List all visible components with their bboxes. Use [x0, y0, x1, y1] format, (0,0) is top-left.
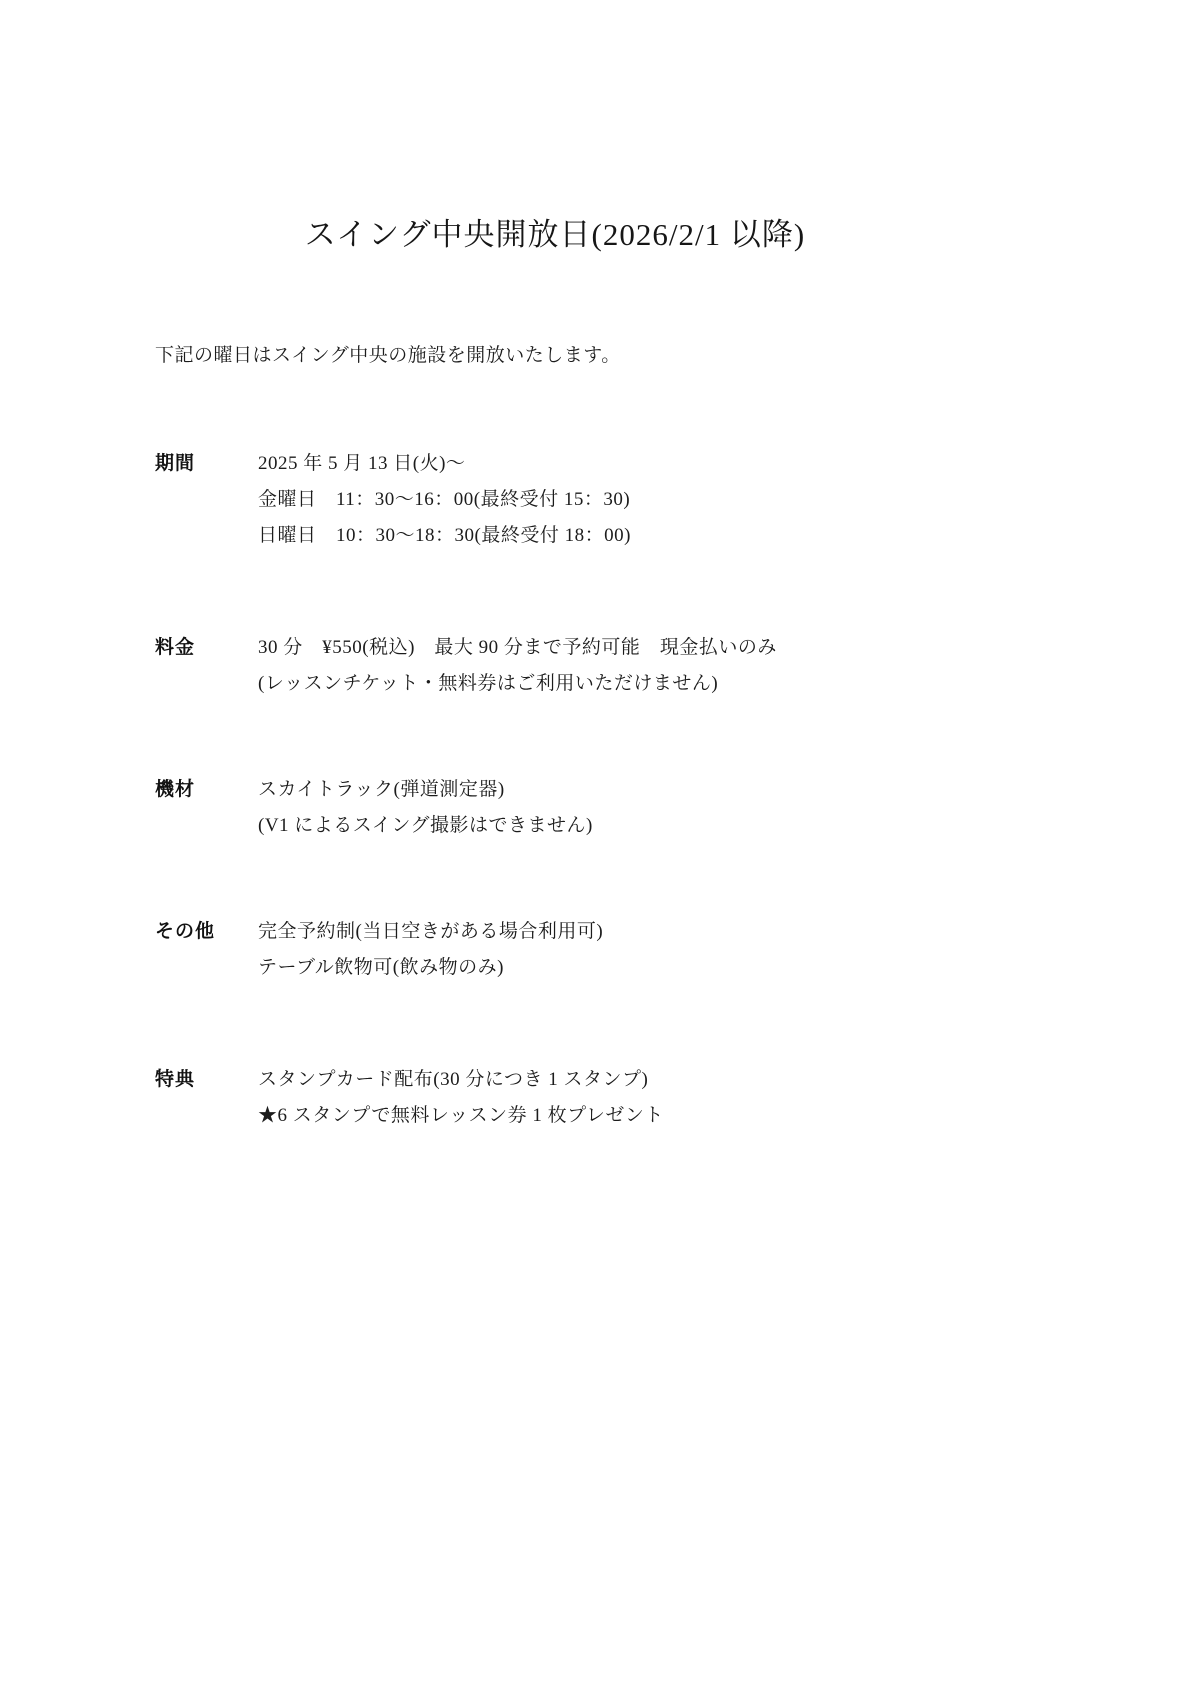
bonus-stampcard-line: スタンプカード配布(30 分につき 1 スタンプ) — [258, 1069, 649, 1090]
section-bonus-label: 特典 — [155, 1069, 196, 1090]
other-drinks-line: テーブル飲物可(飲み物のみ) — [258, 957, 504, 978]
other-reservation-line: 完全予約制(当日空きがある場合利用可) — [258, 921, 604, 942]
equipment-device-line: スカイトラック(弾道測定器) — [258, 779, 505, 800]
page-title: スイング中央開放日(2026/2/1 以降) — [304, 217, 806, 252]
section-other-content — [258, 914, 603, 986]
fee-note-line: (レッスンチケット・無料券はご利用いただけません) — [258, 673, 719, 694]
section-period — [155, 446, 1190, 554]
section-equipment-content — [258, 772, 593, 844]
section-bonus — [155, 1062, 1190, 1134]
section-equipment-label: 機材 — [155, 779, 196, 800]
section-other — [155, 914, 1190, 986]
section-bonus-content — [258, 1062, 664, 1134]
section-fee — [155, 630, 1190, 702]
period-start-date: 2025 年 5 月 13 日(火)～ — [258, 453, 466, 474]
intro-text: 下記の曜日はスイング中央の施設を開放いたします。 — [155, 345, 621, 366]
section-period-content — [258, 446, 631, 554]
section-equipment — [155, 772, 1190, 844]
period-friday-hours: 金曜日 11：30～16：00(最終受付 15：30) — [258, 489, 631, 510]
bonus-reward-line: ★6 スタンプで無料レッスン券 1 枚プレゼント — [258, 1105, 664, 1126]
equipment-note-line: (V1 によるスイング撮影はできません) — [258, 815, 593, 836]
section-fee-content — [258, 630, 777, 702]
section-fee-label: 料金 — [155, 637, 196, 658]
section-period-label: 期間 — [155, 453, 196, 474]
period-sunday-hours: 日曜日 10：30～18：30(最終受付 18：00) — [258, 525, 631, 546]
fee-price-line: 30 分 ¥550(税込) 最大 90 分まで予約可能 現金払いのみ — [258, 637, 777, 658]
section-other-label: その他 — [155, 921, 216, 942]
